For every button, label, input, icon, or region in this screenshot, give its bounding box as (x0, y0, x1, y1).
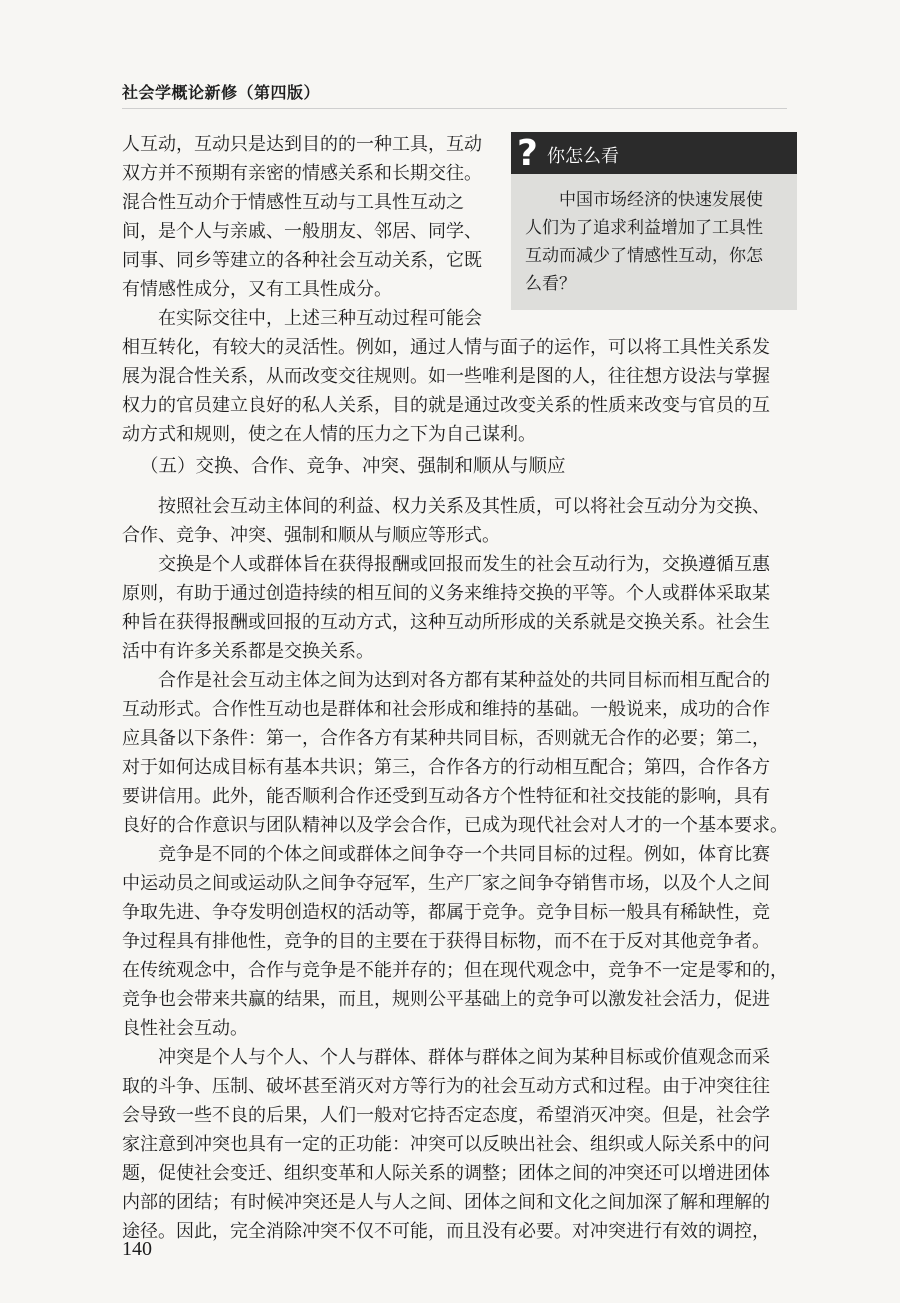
text-line: 内部的团结；有时候冲突还是人与人之间、团体之间和文化之间加深了解和理解的 (122, 1192, 770, 1213)
page-number: 140 (122, 1238, 152, 1260)
text-line: 相互转化，有较大的灵活性。例如，通过人情与面子的运作，可以将工具性关系发 (122, 337, 770, 358)
paragraph-mixed-interaction (122, 130, 512, 333)
sidebar-line: 么看？ (525, 274, 576, 294)
text-line: 在传统观念中，合作与竞争是不能并存的；但在现代观念中，竞争不一定是零和的， (122, 960, 788, 981)
text-line: 混合性互动介于情感性互动与工具性互动之 (122, 192, 464, 213)
text-line: 良性社会互动。 (122, 1018, 248, 1039)
sidebar-line: 人们为了追求利益增加了工具性 (525, 218, 763, 238)
text-line: 争过程具有排他性，竞争的目的主要在于获得目标物，而不在于反对其他竞争者。 (122, 931, 770, 952)
text-line: 按照社会互动主体间的利益、权力关系及其性质，可以将社会互动分为交换、 (158, 496, 770, 517)
sidebar-question (525, 186, 787, 298)
text-line: 要讲信用。此外，能否顺利合作还受到互动各方个性特征和社交技能的影响，具有 (122, 786, 770, 807)
section-heading: （五）交换、合作、竞争、冲突、强制和顺从与顺应 (140, 456, 566, 477)
text-line: 中运动员之间或运动队之间争夺冠军，生产厂家之间争夺销售市场，以及个人之间 (122, 873, 770, 894)
text-line: 活中有许多关系都是交换关系。 (122, 641, 374, 662)
text-line: 良好的合作意识与团队精神以及学会合作，已成为现代社会对人才的一个基本要求。 (122, 815, 788, 836)
text-line: 种旨在获得报酬或回报的互动方式，这种互动所形成的关系就是交换关系。社会生 (122, 612, 770, 633)
paragraph-exchange (122, 550, 790, 666)
text-line: 竞争也会带来共赢的结果，而且，规则公平基础上的竞争可以激发社会活力，促进 (122, 989, 770, 1010)
sidebar-line: 互动而减少了情感性互动，你怎 (525, 246, 763, 266)
sidebar-title: 你怎么看 (547, 146, 619, 167)
text-line: 家注意到冲突也具有一定的正功能：冲突可以反映出社会、组织或人际关系中的问 (122, 1134, 770, 1155)
text-line: 原则，有助于通过创造持续的相互间的义务来维持交换的平等。个人或群体采取某 (122, 583, 770, 604)
running-header: 社会学概论新修（第四版） (122, 83, 321, 102)
text-line: 动方式和规则，使之在人情的压力之下为自己谋利。 (122, 424, 536, 445)
text-line: 有情感性成分，又有工具性成分。 (122, 279, 392, 300)
text-line: 途径。因此，完全消除冲突不仅不可能，而且没有必要。对冲突进行有效的调控， (122, 1221, 770, 1242)
sidebar-title-bar (511, 132, 797, 174)
text-line: 在实际交往中，上述三种互动过程可能会 (158, 308, 482, 329)
text-line: 权力的官员建立良好的私人关系，目的就是通过改变关系的性质来改变与官员的互 (122, 395, 770, 416)
text-line: 竞争是不同的个体之间或群体之间争夺一个共同目标的过程。例如，体育比赛 (158, 844, 770, 865)
text-line: 人互动，互动只是达到目的的一种工具，互动 (122, 134, 482, 155)
text-line: 对于如何达成目标有基本共识；第三，合作各方的行动相互配合；第四，合作各方 (122, 757, 770, 778)
question-mark-icon: ? (517, 133, 538, 174)
text-line: 冲突是个人与个人、个人与群体、群体与群体之间为某种目标或价值观念而采 (158, 1047, 770, 1068)
text-line: 会导致一些不良的后果，人们一般对它持否定态度，希望消灭冲突。但是，社会学 (122, 1105, 770, 1126)
text-line: 展为混合性关系，从而改变交往规则。如一些唯利是图的人，往往想方设法与掌握 (122, 366, 770, 387)
text-line: 合作、竞争、冲突、强制和顺从与顺应等形式。 (122, 525, 500, 546)
paragraph-interaction-transformation (122, 333, 790, 449)
paragraph-conflict (122, 1043, 790, 1246)
text-line: 交换是个人或群体旨在获得报酬或回报而发生的社会互动行为，交换遵循互惠 (158, 554, 770, 575)
sidebar-line: 中国市场经济的快速发展使 (559, 190, 763, 210)
text-line: 间，是个人与亲戚、一般朋友、邻居、同学、 (122, 221, 482, 242)
paragraph-interaction-forms (122, 492, 790, 550)
paragraph-competition (122, 840, 790, 1043)
text-line: 应具备以下条件：第一，合作各方有某种共同目标，否则就无合作的必要；第二， (122, 728, 770, 749)
text-line: 题，促使社会变迁、组织变革和人际关系的调整；团体之间的冲突还可以增进团体 (122, 1163, 770, 1184)
text-line: 合作是社会互动主体之间为达到对各方都有某种益处的共同目标而相互配合的 (158, 670, 770, 691)
header-rule (122, 108, 787, 109)
text-line: 争取先进、争夺发明创造权的活动等，都属于竞争。竞争目标一般具有稀缺性，竞 (122, 902, 770, 923)
paragraph-cooperation (122, 666, 790, 840)
text-line: 双方并不预期有亲密的情感关系和长期交往。 (122, 163, 482, 184)
text-line: 取的斗争、压制、破坏甚至消灭对方等行为的社会互动方式和过程。由于冲突往往 (122, 1076, 770, 1097)
text-line: 同事、同乡等建立的各种社会互动关系，它既 (122, 250, 482, 271)
text-line: 互动形式。合作性互动也是群体和社会形成和维持的基础。一般说来，成功的合作 (122, 699, 770, 720)
discussion-sidebar (511, 132, 797, 310)
